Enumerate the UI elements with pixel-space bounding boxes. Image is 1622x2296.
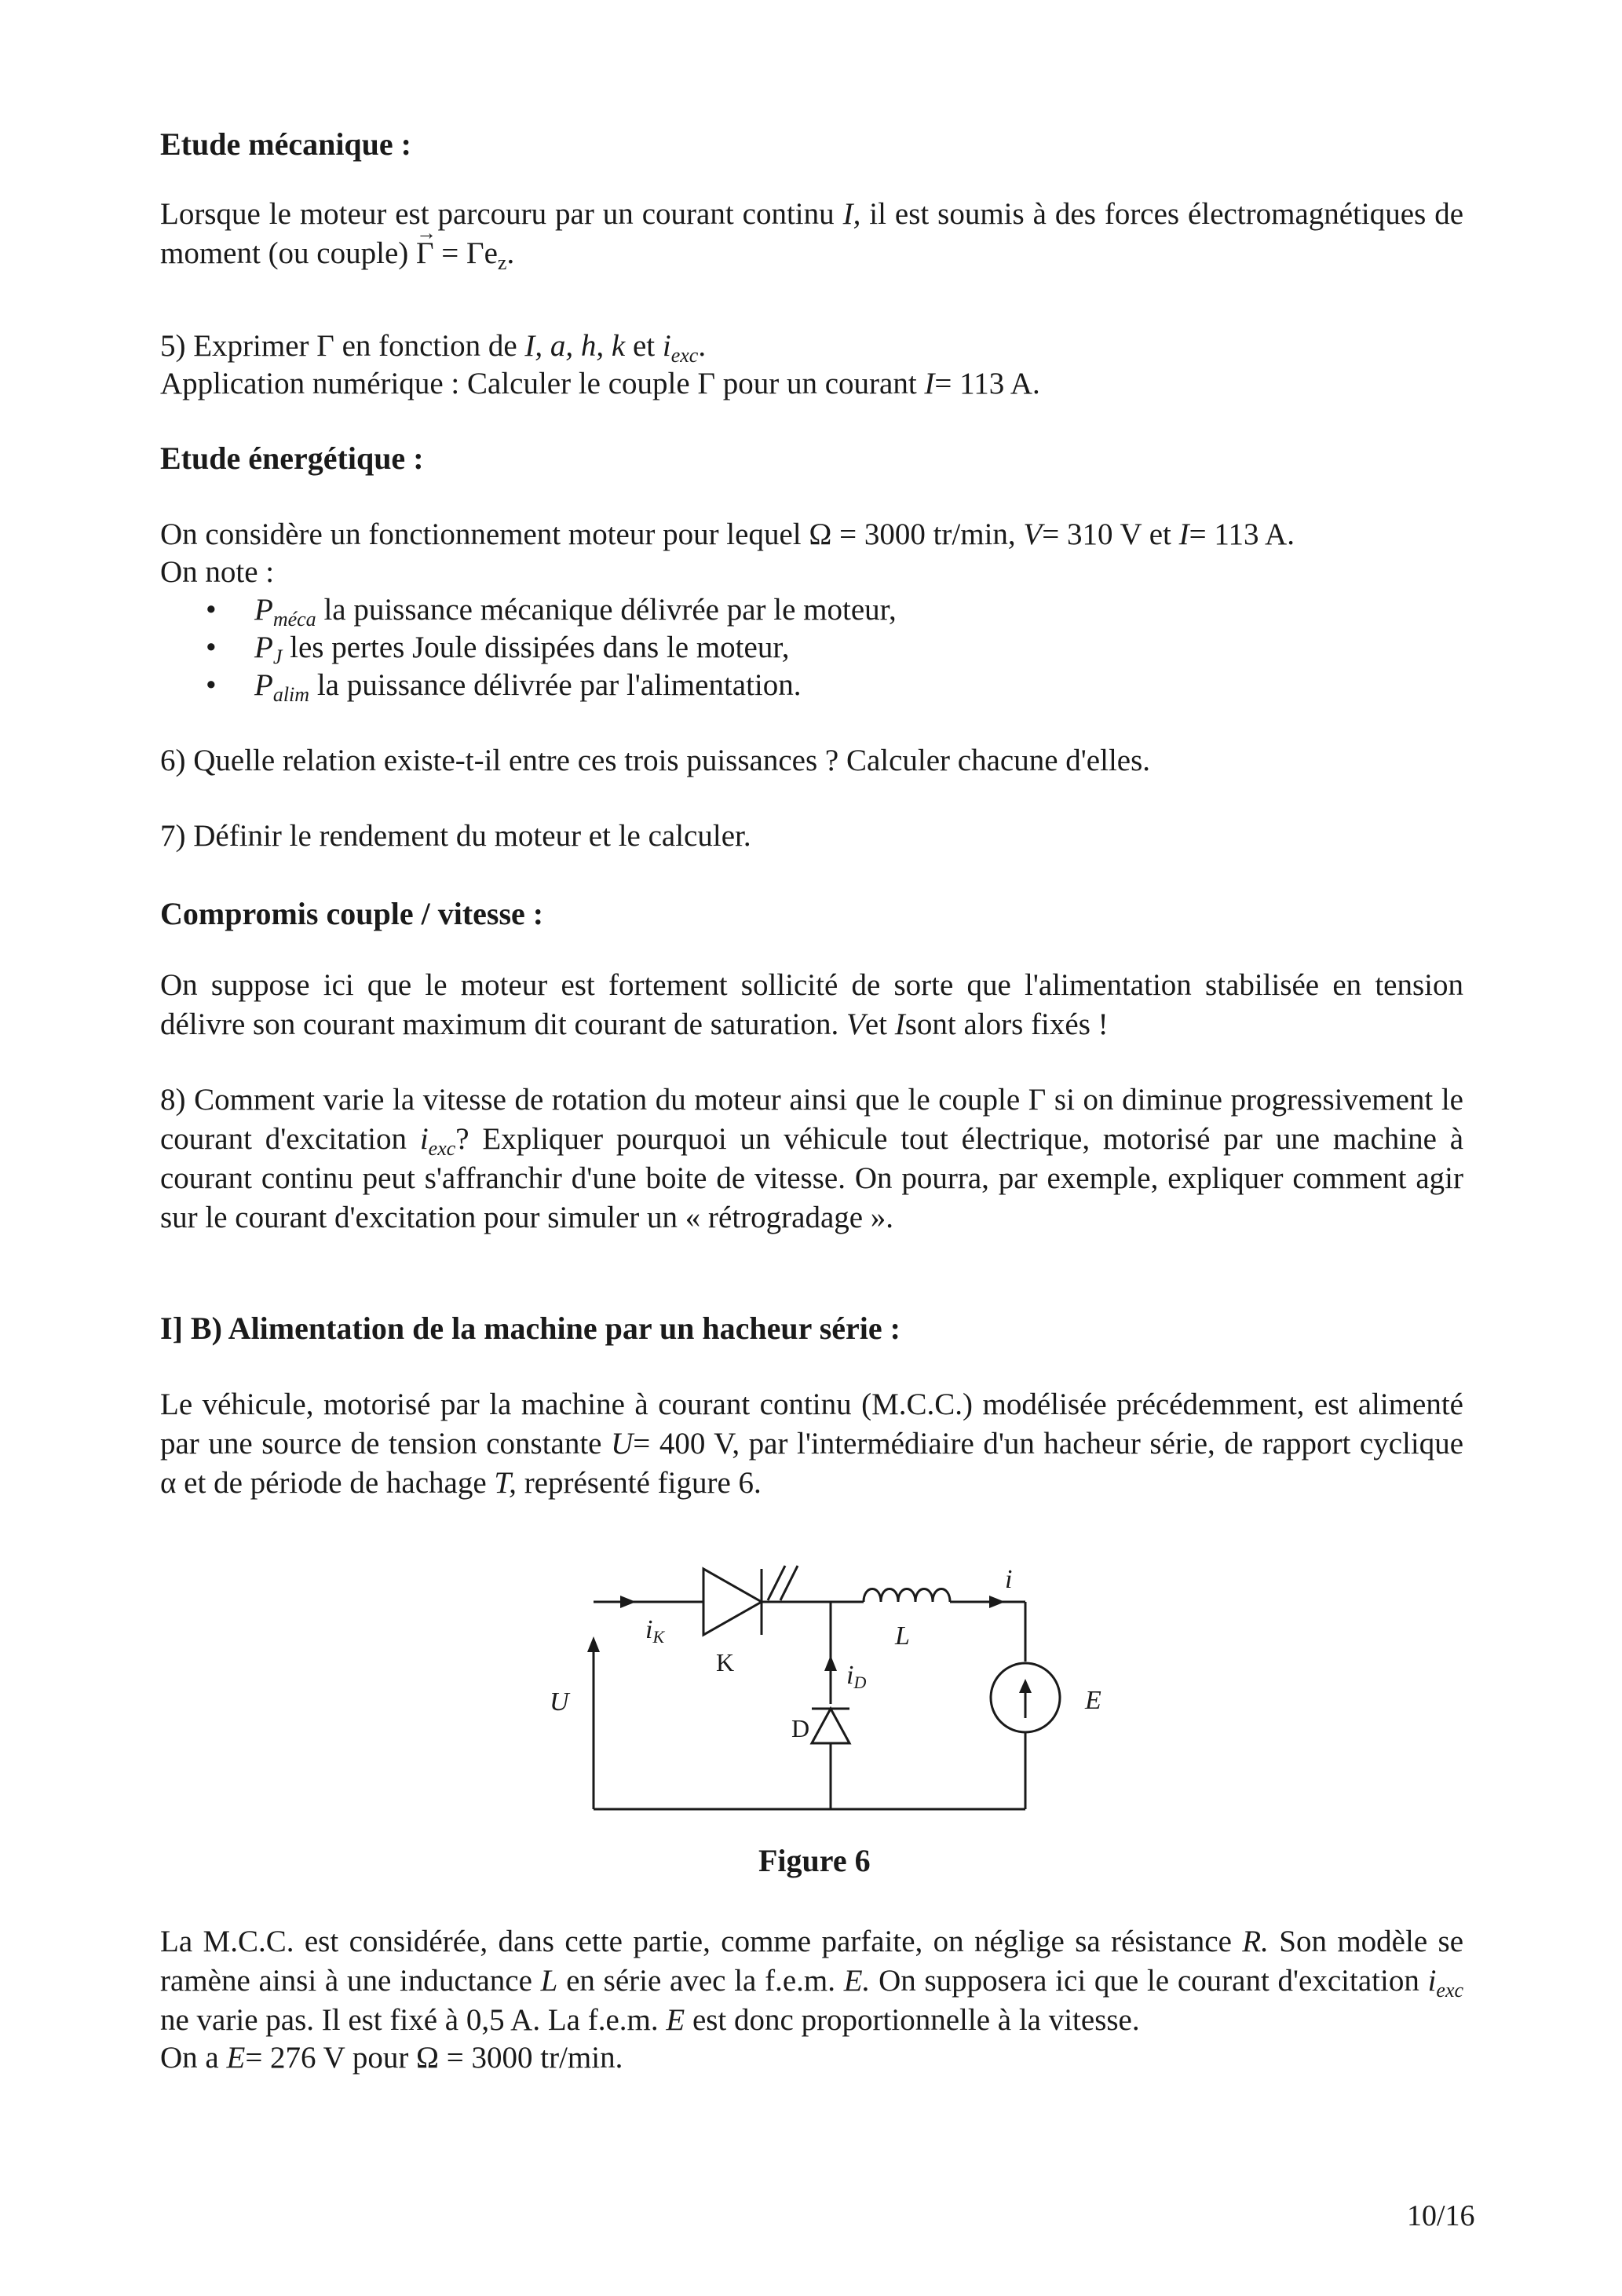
bullet-pmeca: • $P_{méca}$ la puissance mécanique délivrée par le moteur, xyxy=(206,593,897,631)
paragraph-saturation: On suppose ici que le moteur est fortement sollicité de sorte que l'alimentation stabilisée en tension délivre son courant maximum dit courant de saturation. Vet Isont alors fixés ! xyxy=(160,968,1463,1041)
paragraph-couple xyxy=(160,195,1463,273)
question-5: 5) Exprimer Γ en fonction de I, a, h, k et $i_{exc}$. xyxy=(160,329,707,367)
on-note: On note : xyxy=(160,555,275,589)
paragraph-mcc: La M.C.C. est considérée, dans cette partie, comme parfaite, on néglige sa résistance R. Son modèle se ramène ainsi à une inductance L en série avec la f.e.m. E. On supposera ici que le courant d'excitation $i_{exc}$ ne varie pas. Il est fixé à 0,5 A. La f.e.m. E est donc proportionnelle à la vitesse. xyxy=(160,1925,1464,2037)
figure-caption: Figure 6 xyxy=(758,1843,871,1878)
text: Lorsque le moteur est parcouru par un courant continu xyxy=(160,197,835,231)
u-arrowhead xyxy=(587,1636,600,1652)
label-d: D xyxy=(791,1714,810,1742)
label-k: K xyxy=(716,1648,735,1676)
i-arrowhead xyxy=(989,1596,1005,1608)
text: . xyxy=(506,236,515,270)
bullet-pj: • $P_J$ les pertes Joule dissipées dans le moteur, xyxy=(206,631,790,668)
question-8: 8) Comment varie la vitesse de rotation du moteur ainsi que le couple Γ si on diminue progressivement le courant d'excitation $i_{exc}$? Expliquer pourquoi un véhicule tout électrique, motorisé par une machine à courant continu peut s'affranchir d'une boite de vitesse. On pourra, par exemple, expliquer comment agir sur le courant d'excitation pour simuler un « rétrogradage ». xyxy=(160,1083,1464,1234)
question-5-application: Application numérique : Calculer le couple Γ pour un courant I= 113 A. xyxy=(160,367,1040,400)
vector-gamma: → Γ = Γe xyxy=(416,234,498,273)
thyristor-k xyxy=(703,1569,762,1635)
paragraph-hacheur: Le véhicule, motorisé par la machine à courant continu (M.C.C.) modélisée précédemment, est alimenté par une source de tension constante U= 400 V, par l'intermédiaire d'un hacheur série, de rapport cyclique α et de période de hachage T, représenté figure 6. xyxy=(160,1387,1464,1500)
sub-z: z xyxy=(497,251,507,274)
question-7: 7) Définir le rendement du moteur et le calculer. xyxy=(160,819,751,853)
label-ik: iK xyxy=(645,1615,665,1647)
circuit-diagram xyxy=(518,1555,1115,1837)
heading-etude-energetique: Etude énergétique : xyxy=(160,441,424,476)
label-e: E xyxy=(1085,1686,1101,1715)
text: il est soumis à des forces électromagnétiques de moment (ou couple) xyxy=(160,197,1464,270)
ik-arrowhead xyxy=(620,1596,636,1608)
page-number: 10/16 xyxy=(1407,2199,1475,2232)
label-l: L xyxy=(895,1621,910,1651)
diode-d xyxy=(812,1709,849,1743)
final-line: On a E= 276 V pour Ω = 3000 tr/min. xyxy=(160,2041,623,2075)
label-u: U xyxy=(550,1687,569,1717)
heading-compromis: Compromis couple / vitesse : xyxy=(160,896,544,931)
e-arrowhead xyxy=(1019,1679,1032,1693)
id-arrowhead xyxy=(824,1655,837,1671)
var-I: I, xyxy=(842,197,861,231)
bullet-palim: • $P_{alim}$ la puissance délivrée par l'alimentation. xyxy=(206,668,802,706)
label-id: iD xyxy=(846,1661,867,1692)
question-6: 6) Quelle relation existe-t-il entre ces trois puissances ? Calculer chacune d'elles. xyxy=(160,744,1151,777)
heading-etude-mecanique: Etude mécanique : xyxy=(160,126,411,162)
inductor-l xyxy=(864,1589,950,1603)
heading-hacheur: I] B) Alimentation de la machine par un hacheur série : xyxy=(160,1311,901,1346)
label-i: i xyxy=(1005,1565,1013,1594)
energy-intro: On considère un fonctionnement moteur pour lequel Ω = 3000 tr/min, V= 310 V et I= 113 A. xyxy=(160,517,1295,551)
